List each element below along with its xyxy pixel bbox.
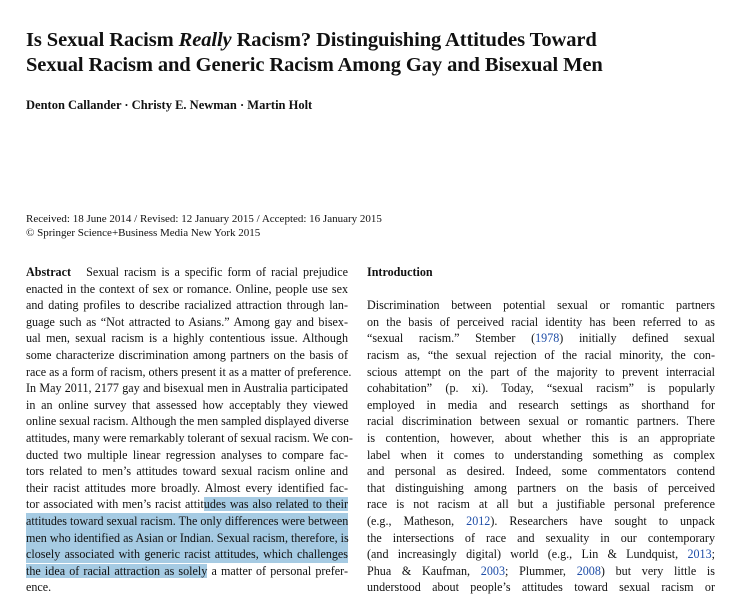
text-highlight[interactable]: men who identified as Asian or Indian. Sexual racism, therefore, is [26,530,349,545]
abstract-line: some characterize discrimination among partners on the basis of [26,347,348,362]
abstract-line: tors related to men’s attitudes toward sexual racism online and [26,464,348,479]
abstract-line: ducted two multiple linear regression analyses to compare fac- [26,447,348,462]
copyright-notice: © Springer Science+Business Media New York 2015 [26,227,261,239]
author-list: Denton Callander · Christy E. Newman · Martin Holt [26,98,313,112]
intro-line: on the basis of perceived racial identity has been referred to as [367,314,715,329]
intro-line: that distinguishing among partners on the basis of perceived [367,480,715,495]
intro-line: cohabitation” (p. xi). Today, “sexual racism” is popularly [367,381,715,396]
article-title [26,28,726,78]
abstract-line: race as a form of racism, others present it as a matter of preference. [26,364,352,379]
received-revised-accepted: Received: 18 June 2014 / Revised: 12 January 2015 / Accepted: 16 January 2015 [26,213,382,225]
abstract-line: In May 2011, 2177 gay and bisexual men in Australia participated [26,381,348,396]
title-line-1: Is Sexual Racism Really Racism? Distinguishing Attitudes Toward [26,29,597,51]
abstract-label: Abstract [26,265,72,279]
text-highlight[interactable]: closely associated with generic racist attitudes, which challenges [26,547,348,562]
abstract-column [26,264,353,596]
text-highlight[interactable]: attitudes toward sexual racism. The only differences were between [26,513,349,528]
intro-line: race is not racism at all but a justifiable personal preference [367,497,715,512]
abstract-line: their racist attitudes more broadly. Almost every identified fac- [26,480,348,495]
abstract-line: the idea of racial attraction as solely a matter of personal prefer- [26,563,348,578]
intro-line: (and increasingly digital) world (e.g., Lin & Lundquist, 2013; [367,547,715,562]
intro-line: employed in media and research settings as shorthand for [367,397,715,412]
section-spacer [367,281,715,298]
citation-link[interactable]: 2013 [687,547,712,562]
section-heading-introduction: Introduction [367,265,433,279]
citation-link[interactable]: 2008 [576,563,601,578]
abstract-line: tor associated with men’s racist attitudes was also related to their [26,497,348,512]
intro-line: Phua & Kaufman, 2003; Plummer, 2008) but very little is [367,563,715,578]
intro-line: is contention, however, about whether this is an appropriate [367,430,715,445]
title-line-2: Sexual Racism and Generic Racism Among Gay and Bisexual Men [26,54,603,76]
text-highlight[interactable]: udes was also related to their [203,497,348,512]
intro-line: racism as, “the sexual rejection of the racial minority, the con- [367,347,715,362]
citation-link[interactable]: 2003 [480,563,505,578]
abstract-line: enacted in the context of sex or romance. Online, people use sex [26,281,348,296]
intro-line: Discrimination between potential sexual or romantic partners [367,298,715,313]
publication-dates [26,212,382,240]
intro-line: and personal as desired. Indeed, some commentators contend [367,464,715,479]
abstract-line: ual men, sexual racism is a highly contentious issue. Although [26,331,348,346]
intro-line: scious attempt on the part of the majority to prevent interracial [367,364,715,379]
intro-line: (e.g., Matheson, 2012). Researchers have sought to unpack [367,513,715,528]
abstract-line: Abstract Sexual racism is a specific form of racial prejudice [26,265,348,279]
citation-link[interactable]: 2012 [466,513,491,528]
intro-line: racial discrimination between sexual or romantic partners. There [367,414,715,429]
abstract-line: online sexual racism. Although the men sampled displayed diverse [26,414,349,429]
abstract-line: guage such as “Not attracted to Asians.” Among gay and bisex- [26,314,348,329]
intro-line: the intersections of race and sexuality in our contemporary [367,530,715,545]
introduction-column [367,264,715,596]
citation-link[interactable]: 1978 [535,331,560,346]
title-emphasis: Really [178,29,232,51]
abstract-line: in an online survey that assessed how acceptably they viewed [26,397,348,412]
intro-line: label when it comes to understanding something as complex [367,447,715,462]
intro-line: understood about people’s attitudes toward sexual racism or [367,580,715,595]
abstract-line: and dating profiles to describe racialized attraction through lan- [26,298,348,313]
abstract-line: attitudes, many were remarkably tolerant of sexual racism. We con- [26,430,353,445]
abstract-line: ence. [26,580,52,595]
text-highlight[interactable]: the idea of racial attraction as solely [26,563,208,578]
intro-line: “sexual racism.” Stember (1978) initially defined sexual [367,331,715,346]
